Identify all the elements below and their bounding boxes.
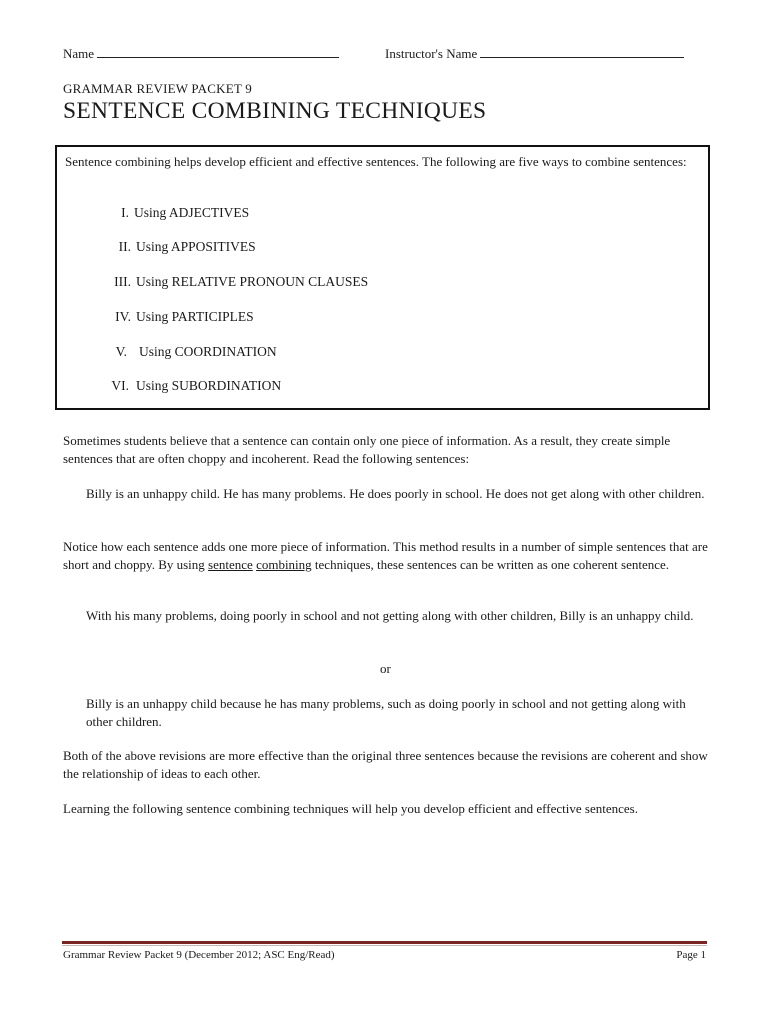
intro-paragraph: Sometimes students believe that a sentence can contain only one piece of information. As a result, they create simple sentences that are often choppy and incoherent. Read the following sentences: (63, 433, 671, 466)
technique-label: Using PARTICIPLES (136, 309, 254, 324)
technique-label: Using RELATIVE PRONOUN CLAUSES (136, 274, 369, 289)
packet-kicker: GRAMMAR REVIEW PACKET 9 (63, 81, 252, 96)
underlined-word-sentence: sentence (208, 556, 253, 572)
technique-number: V. (115, 344, 127, 359)
instructor-blank-line[interactable] (480, 45, 684, 58)
techniques-box (55, 145, 710, 410)
closing-paragraph: Learning the following sentence combining techniques will help you develop efficient and effective sentences. (63, 801, 638, 816)
footer-divider-thin (62, 945, 707, 946)
technique-label: Using ADJECTIVES (134, 205, 250, 220)
instructor-label: Instructor's Name (385, 46, 478, 61)
page-title: SENTENCE COMBINING TECHNIQUES (63, 98, 487, 124)
or-separator: or (380, 661, 391, 676)
name-label: Name (63, 46, 95, 61)
technique-number: II. (118, 239, 131, 254)
technique-label: Using APPOSITIVES (136, 239, 256, 254)
technique-number: IV. (115, 309, 131, 324)
notice-text: Notice how each sentence adds one more piece of information. This method results in a number of simple sentences that are short and choppy. By using (63, 539, 708, 572)
notice-text-end: techniques, these sentences can be written as one coherent sentence. (311, 556, 670, 572)
revisions-paragraph: Both of the above revisions are more effective than the original three sentences because the revisions are coherent and show the relationship of ideas to each other. (63, 748, 708, 781)
footer-page-number: Page 1 (676, 949, 706, 961)
example-choppy-sentences: Billy is an unhappy child. He has many problems. He does poorly in school. He does not get along with other children. (86, 486, 705, 501)
notice-paragraph (63, 538, 711, 573)
student-name-field[interactable] (63, 45, 339, 62)
name-blank-line[interactable] (97, 45, 339, 58)
footer-document-info: Grammar Review Packet 9 (December 2012; ASC Eng/Read) (63, 949, 335, 961)
technique-number: III. (114, 274, 131, 289)
example-revision-one: With his many problems, doing poorly in school and not getting along with other children, Billy is an unhappy child. (86, 608, 694, 623)
technique-label: Using COORDINATION (139, 344, 277, 359)
technique-number: VI. (111, 378, 129, 393)
technique-number: I. (121, 205, 129, 220)
example-revision-two: Billy is an unhappy child because he has many problems, such as doing poorly in school and not getting along with other children. (86, 696, 686, 729)
instructor-name-field[interactable] (385, 45, 684, 62)
underlined-word-combining: combining (256, 556, 312, 572)
technique-label: Using SUBORDINATION (136, 378, 282, 393)
footer-divider (62, 941, 707, 944)
box-intro-text: Sentence combining helps develop efficient and effective sentences. The following are five ways to combine sentences: (65, 154, 687, 169)
